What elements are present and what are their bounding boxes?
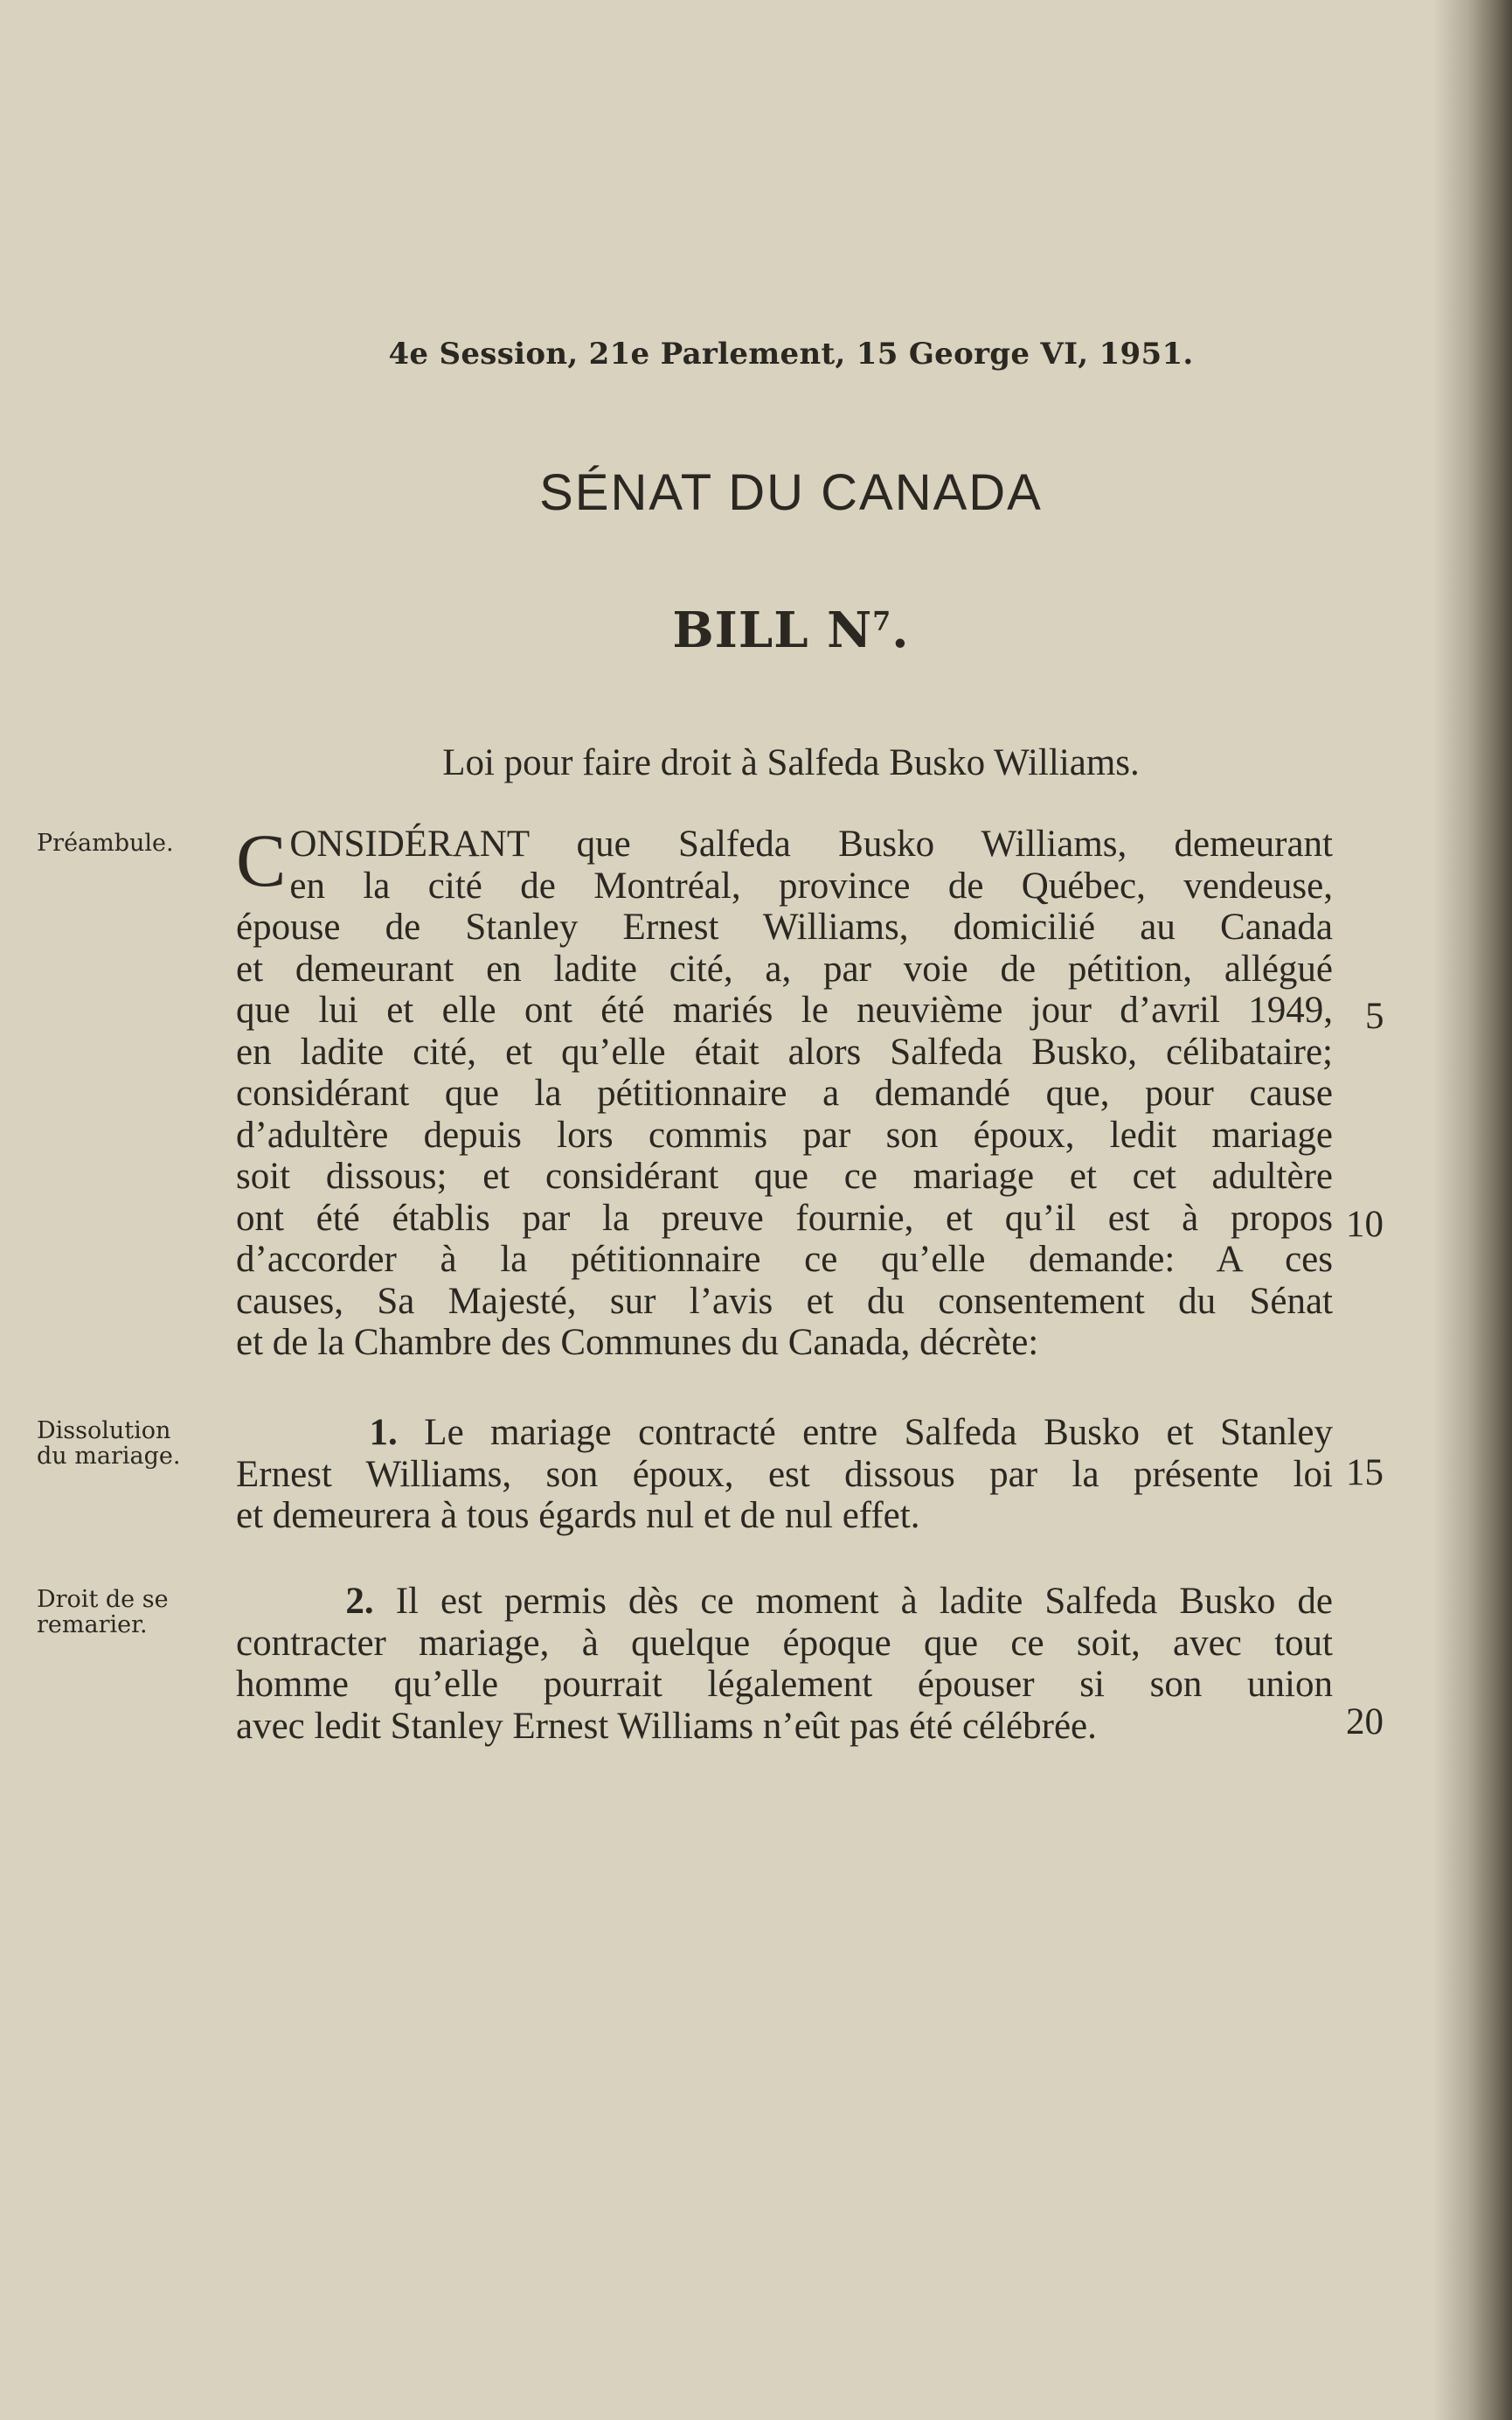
bill-title: [0, 602, 1512, 659]
margin-note-remarry: [37, 1587, 203, 1638]
section-first-line: Il est permis dès ce moment à ladite Salfeda Busko de: [395, 1581, 1334, 1622]
text-line: d’accorder à la pétitionnaire ce qu’elle demande: A ces: [236, 1239, 1333, 1280]
text-line: contracter mariage, à quelque époque que ce soit, avec tout: [236, 1622, 1333, 1664]
text-line: que lui et elle ont été mariés le neuvième jour d’avril 1949,: [236, 990, 1333, 1031]
text-line: et demeurera à tous égards nul et de nul effet.: [236, 1495, 920, 1536]
senate-title: SÉNAT DU CANADA: [539, 464, 1043, 521]
text-line: ONSIDÉRANT que Salfeda Busko Williams, demeurant: [289, 824, 1333, 865]
line-number: 15: [1346, 1452, 1384, 1493]
margin-note-line: remarier.: [37, 1611, 148, 1638]
line-number: 10: [1346, 1204, 1384, 1245]
line-number: 5: [1365, 996, 1384, 1037]
text-line: et de la Chambre des Communes du Canada, décrète:: [236, 1322, 1039, 1363]
margin-note-preamble: Préambule.: [37, 830, 174, 857]
text-line: avec ledit Stanley Ernest Williams n’eût pas été célébrée.: [236, 1705, 1097, 1747]
section-number: 1.: [369, 1412, 398, 1453]
section-1-text: [236, 1412, 1333, 1537]
line-number: 20: [1346, 1701, 1384, 1742]
drop-cap: C: [236, 818, 287, 902]
bill-number: 7: [872, 606, 892, 637]
margin-note-dissolution: [37, 1418, 203, 1469]
session-header: 4e Session, 21e Parlement, 15 George VI, 1951.: [388, 337, 1194, 372]
margin-note-line: du mariage.: [37, 1443, 181, 1470]
text-line: [236, 1412, 1333, 1454]
bill-suffix: .: [891, 602, 910, 659]
bill-subtitle: Loi pour faire droit à Salfeda Busko Williams.: [442, 742, 1140, 783]
text-line: d’adultère depuis lors commis par son époux, ledit mariage: [236, 1114, 1333, 1156]
bill-label: BILL N: [672, 602, 873, 659]
text-line: en la cité de Montréal, province de Québec, vendeuse,: [289, 865, 1333, 907]
text-line: Ernest Williams, son époux, est dissous par la présente loi: [236, 1453, 1333, 1495]
text-line: et demeurant en ladite cité, a, par voie de pétition, allégué: [236, 948, 1333, 990]
text-line: épouse de Stanley Ernest Williams, domicilié au Canada: [236, 907, 1333, 948]
text-line: [236, 1581, 1333, 1623]
text-line: considérant que la pétitionnaire a demandé que, pour cause: [236, 1073, 1333, 1114]
section-number: 2.: [345, 1581, 374, 1622]
text-line: homme qu’elle pourrait légalement épouser si son union: [236, 1664, 1333, 1705]
text-line: causes, Sa Majesté, sur l’avis et du consentement du Sénat: [236, 1280, 1333, 1322]
text-line: en ladite cité, et qu’elle était alors Salfeda Busko, célibataire;: [236, 1031, 1333, 1073]
text-line: soit dissous; et considérant que ce mariage et cet adultère: [236, 1156, 1333, 1197]
text-line: ont été établis par la preuve fournie, et qu’il est à propos: [236, 1197, 1333, 1239]
margin-note-line: Droit de se: [37, 1586, 169, 1613]
section-2-text: [236, 1581, 1333, 1747]
preamble-text: [236, 818, 1333, 1364]
margin-note-line: Dissolution: [37, 1417, 171, 1444]
section-first-line: Le mariage contracté entre Salfeda Busko et Stanley: [424, 1412, 1334, 1453]
